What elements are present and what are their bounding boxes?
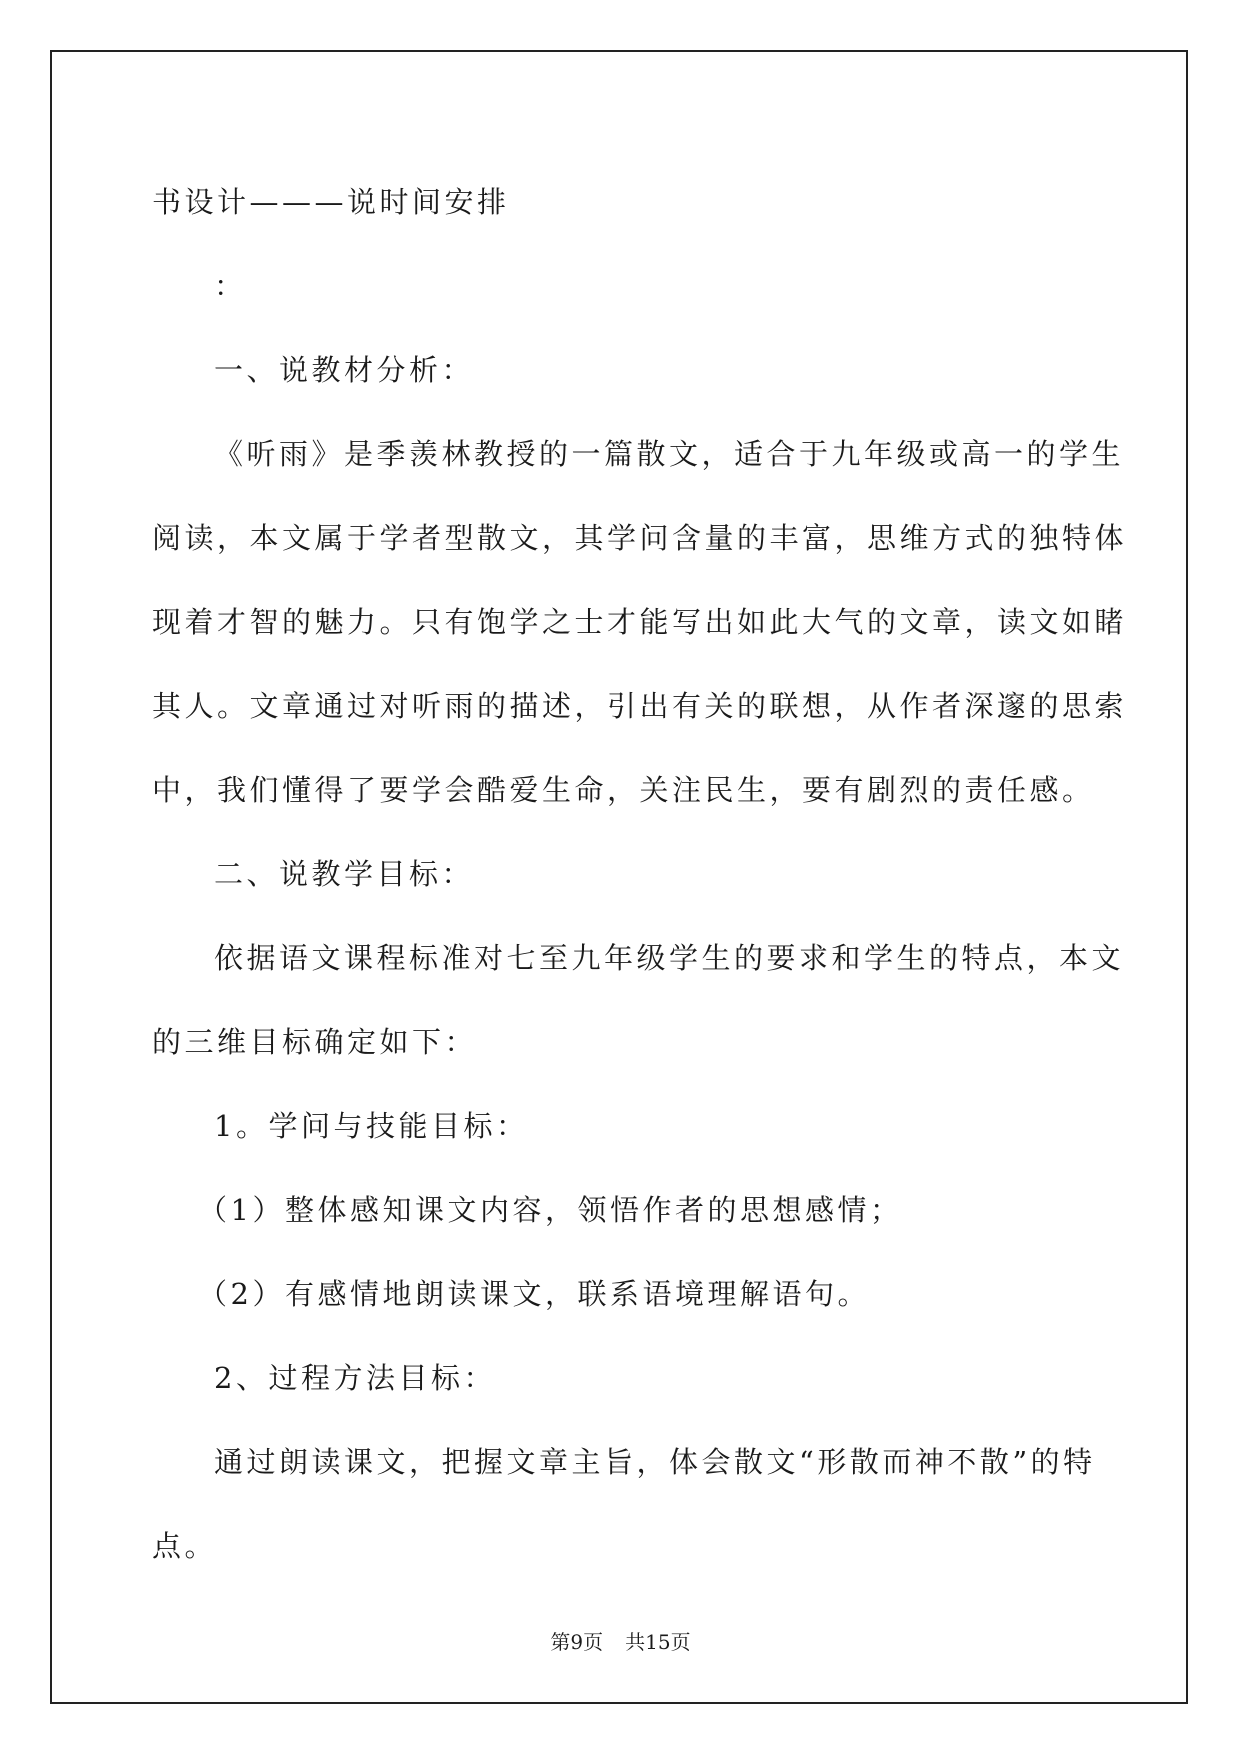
page-footer <box>0 1628 1241 1656</box>
list-item: （1）整体感知课文内容，领悟作者的思想感情； <box>198 1193 903 1227</box>
total-pages: 共15页 <box>625 1630 691 1654</box>
subsection-heading: 1。学问与技能目标： <box>214 1109 529 1143</box>
paragraph-line: 的三维目标确定如下： <box>152 1025 478 1059</box>
paragraph-line: 阅读，本文属于学者型散文，其学问含量的丰富，思维方式的独特体 <box>152 521 1128 555</box>
paragraph-line: 现着才智的魅力。只有饱学之士才能写出如此大气的文章，读文如睹 <box>152 605 1128 639</box>
subsection-heading: 2、过程方法目标： <box>214 1361 496 1395</box>
section-heading: 一、说教材分析： <box>214 353 475 387</box>
paragraph-line: 点。 <box>152 1529 218 1563</box>
paragraph-line: 《听雨》是季羡林教授的一篇散文，适合于九年级或高一的学生 <box>214 437 1125 471</box>
document-body <box>152 160 1128 1588</box>
text-line: 书设计———说时间安排 <box>152 185 510 219</box>
paragraph-line: 通过朗读课文，把握文章主旨，体会散文“形散而神不散”的特 <box>214 1445 1096 1479</box>
text-line: ： <box>214 269 247 303</box>
list-item: （2）有感情地朗读课文，联系语境理解语句。 <box>198 1277 870 1311</box>
current-page-number: 第9页 <box>550 1630 604 1654</box>
paragraph-line: 中，我们懂得了要学会酷爱生命，关注民生，要有剧烈的责任感。 <box>152 773 1095 807</box>
paragraph-line: 其人。文章通过对听雨的描述，引出有关的联想，从作者深邃的思索 <box>152 689 1128 723</box>
section-heading: 二、说教学目标： <box>214 857 475 891</box>
paragraph-line: 依据语文课程标准对七至九年级学生的要求和学生的特点，本文 <box>214 941 1125 975</box>
